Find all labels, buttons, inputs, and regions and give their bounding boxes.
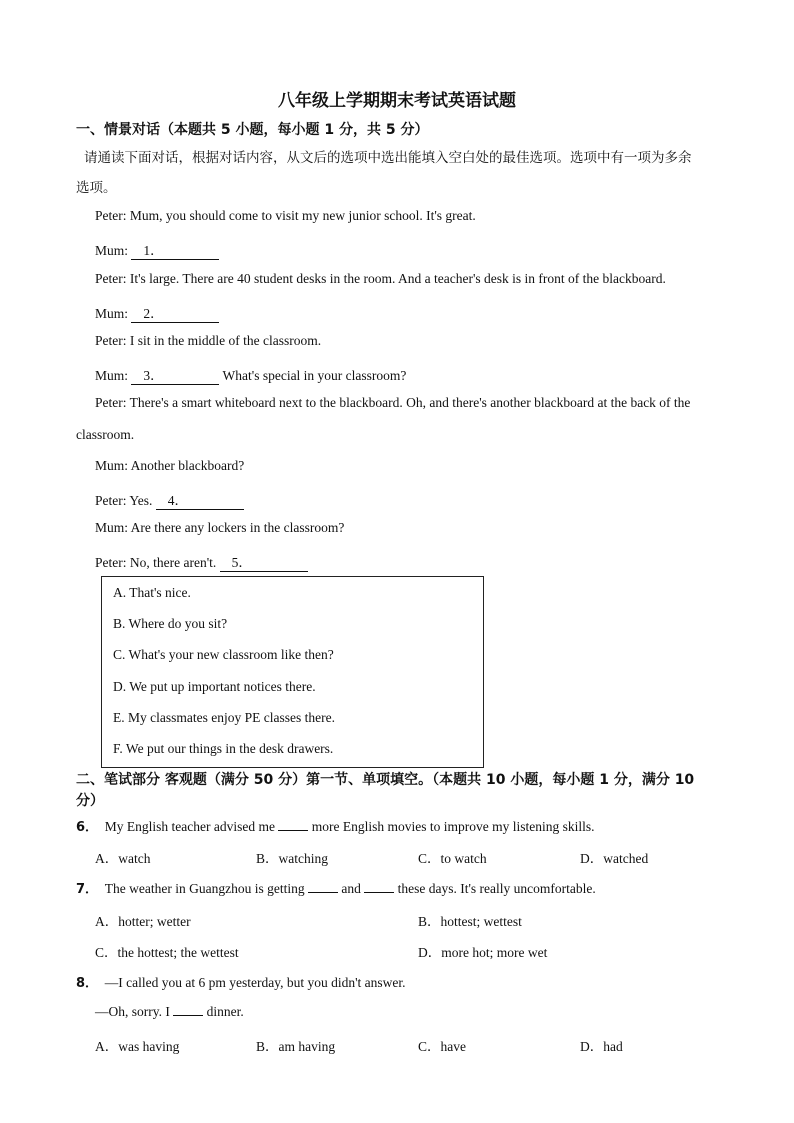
option-e: E. My classmates enjoy PE classes there. <box>113 710 335 725</box>
option-a: A. That's nice. <box>113 585 191 600</box>
dialogue-line-4 <box>95 302 219 323</box>
q7-option-b: B．hottest; wettest <box>418 914 522 929</box>
speaker: Mum: <box>95 458 129 473</box>
dialogue-line-9 <box>95 458 244 474</box>
q8-option-b: B．am having <box>256 1039 336 1054</box>
speaker: Mum: <box>95 243 129 258</box>
page-title: 八年级上学期期末考试英语试题 <box>278 91 516 111</box>
answer-blank-4: 4． <box>156 489 244 510</box>
dialogue-text: I sit in the middle of the classroom. <box>129 333 322 348</box>
speaker: Mum: <box>95 368 129 383</box>
question-text: —Oh, sorry. I <box>95 1004 170 1019</box>
dialogue-text: Another blackboard? <box>130 458 245 473</box>
speaker: Peter: <box>95 395 127 410</box>
dialogue-line-6 <box>95 364 406 385</box>
dialogue-text: No, there aren't. <box>129 555 217 570</box>
question-6-stem <box>76 816 595 835</box>
q8-option-d: D．had <box>580 1039 623 1054</box>
option-b: B. Where do you sit? <box>113 616 228 631</box>
question-7-stem <box>76 878 596 897</box>
answer-blank-1: 1． <box>131 239 219 260</box>
section2-heading-line2: 分） <box>76 793 104 809</box>
question-text: My English teacher advised me <box>104 819 275 834</box>
speaker: Peter: <box>95 493 127 508</box>
q6-option-b: B．watching <box>256 851 328 866</box>
option-f: F. We put our things in the desk drawers. <box>113 741 334 756</box>
q6-option-d: D．watched <box>580 851 649 866</box>
section1-heading: 一、情景对话（本题共 5 小题，每小题 1 分，共 5 分） <box>76 122 429 138</box>
dialogue-line-7 <box>95 395 690 411</box>
question-text: The weather in Guangzhou is getting <box>104 881 305 896</box>
question-8-stem <box>76 972 406 991</box>
q7-option-d: D．more hot; more wet <box>418 945 548 960</box>
speaker: Peter: <box>95 555 127 570</box>
dialogue-text: classroom. <box>76 427 135 442</box>
q8-option-a: A．was having <box>95 1039 180 1054</box>
dialogue-line-10 <box>95 489 244 510</box>
dialogue-text: Yes. <box>129 493 153 508</box>
answer-blank-3: 3． <box>131 364 219 385</box>
dialogue-text: Are there any lockers in the classroom? <box>130 520 345 535</box>
question-number: 6． <box>76 820 99 835</box>
speaker: Peter: <box>95 208 127 223</box>
answer-blank <box>278 818 308 831</box>
answer-blank-2: 2． <box>131 302 219 323</box>
answer-blank <box>308 880 338 893</box>
option-d: D. We put up important notices there. <box>113 679 316 694</box>
dialogue-line-8 <box>76 427 134 443</box>
speaker: Mum: <box>95 306 129 321</box>
section1-instruction-line1: 请通读下面对话，根据对话内容，从文后的选项中选出能填入空白处的最佳选项。选项中有一项为多余 <box>84 150 692 166</box>
question-8-line2 <box>95 1003 244 1020</box>
dialogue-text: It's large. There are 40 student desks in the room. And a teacher's desk is in front of the blackboard. <box>129 271 666 286</box>
option-c: C. What's your new classroom like then? <box>113 647 334 662</box>
q8-option-c: C．have <box>418 1039 466 1054</box>
q6-option-c: C．to watch <box>418 851 487 866</box>
dialogue-line-11 <box>95 520 344 536</box>
dialogue-text: What's special in your classroom? <box>222 368 407 383</box>
q7-option-a: A．hotter; wetter <box>95 914 191 929</box>
dialogue-line-5 <box>95 333 321 349</box>
question-number: 8． <box>76 976 99 991</box>
question-text: these days. It's really uncomfortable. <box>397 881 596 896</box>
dialogue-text: There's a smart whiteboard next to the blackboard. Oh, and there's another blackboard at the back of the <box>129 395 691 410</box>
dialogue-line-3 <box>95 271 666 287</box>
options-box <box>101 576 484 768</box>
answer-blank-5: 5． <box>220 551 308 572</box>
speaker: Peter: <box>95 271 127 286</box>
question-text: more English movies to improve my listening skills. <box>311 819 595 834</box>
q7-option-c: C．the hottest; the wettest <box>95 945 239 960</box>
q6-option-a: A．watch <box>95 851 151 866</box>
section1-instruction-line2: 选项。 <box>76 180 117 196</box>
question-text: —I called you at 6 pm yesterday, but you didn't answer. <box>104 975 406 990</box>
dialogue-line-1 <box>95 208 476 224</box>
answer-blank <box>173 1003 203 1016</box>
answer-blank <box>364 880 394 893</box>
speaker: Peter: <box>95 333 127 348</box>
question-number: 7． <box>76 882 99 897</box>
dialogue-line-2 <box>95 239 219 260</box>
dialogue-text: Mum, you should come to visit my new junior school. It's great. <box>129 208 476 223</box>
dialogue-line-12 <box>95 551 308 572</box>
speaker: Mum: <box>95 520 129 535</box>
question-text: and <box>341 881 361 896</box>
section2-heading-line1: 二、笔试部分 客观题（满分 50 分）第一节、单项填空。（本题共 10 小题，每小题 1 分，满分 10 <box>76 772 695 788</box>
question-text: dinner. <box>206 1004 244 1019</box>
